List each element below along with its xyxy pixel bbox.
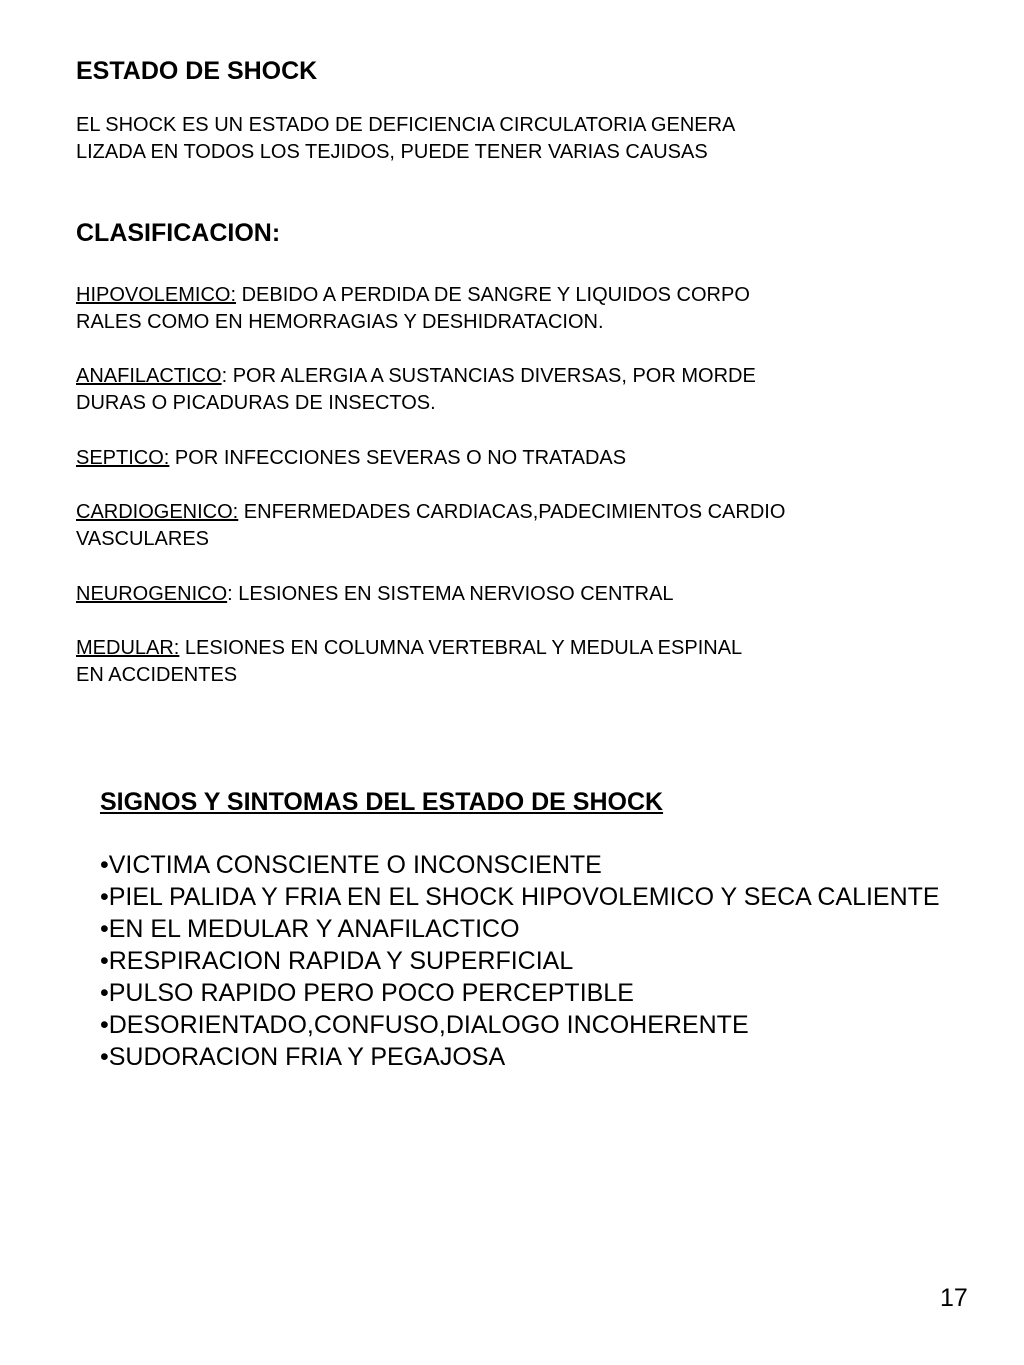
classification-type-name: CARDIOGENICO:	[76, 501, 239, 523]
classification-item-line: VASCULARES	[76, 528, 210, 550]
document-title: ESTADO DE SHOCK	[76, 57, 318, 85]
classification-item-neurogenico	[76, 581, 674, 608]
classification-item-line	[76, 581, 674, 608]
classification-item-line	[76, 635, 742, 662]
classification-type-description: LESIONES EN COLUMNA VERTEBRAL Y MEDULA ESPINAL	[179, 637, 743, 659]
classification-item-hipovolemico	[76, 282, 750, 336]
intro-paragraph	[76, 112, 735, 166]
classification-type-name: HIPOVOLEMICO:	[76, 284, 237, 306]
classification-type-name: SEPTICO:	[76, 447, 170, 469]
symptom-item: •EN EL MEDULAR Y ANAFILACTICO	[100, 915, 520, 943]
classification-type-name: MEDULAR:	[76, 637, 180, 659]
classification-item-medular	[76, 635, 742, 689]
classification-type-description: : LESIONES EN SISTEMA NERVIOSO CENTRAL	[227, 583, 674, 605]
classification-item-line	[76, 282, 750, 309]
classification-type-description: DEBIDO A PERDIDA DE SANGRE Y LIQUIDOS CORPO	[236, 284, 750, 306]
classification-item-anafilactico	[76, 363, 756, 417]
classification-item-septico	[76, 445, 626, 472]
intro-line: EL SHOCK ES UN ESTADO DE DEFICIENCIA CIRCULATORIA GENERA	[76, 114, 736, 136]
page-number: 17	[940, 1284, 968, 1312]
classification-type-description: : POR ALERGIA A SUSTANCIAS DIVERSAS, POR MORDE	[221, 365, 756, 387]
symptom-item: •VICTIMA CONSCIENTE O INCONSCIENTE	[100, 851, 602, 879]
signs-heading: SIGNOS Y SINTOMAS DEL ESTADO DE SHOCK	[100, 788, 664, 816]
classification-item-line: RALES COMO EN HEMORRAGIAS Y DESHIDRATACION.	[76, 311, 604, 333]
classification-heading: CLASIFICACION:	[76, 219, 281, 247]
classification-type-description: POR INFECCIONES SEVERAS O NO TRATADAS	[169, 447, 627, 469]
classification-type-description: ENFERMEDADES CARDIACAS,PADECIMIENTOS CARDIO	[238, 501, 786, 523]
symptom-item: •DESORIENTADO,CONFUSO,DIALOGO INCOHERENTE	[100, 1011, 749, 1039]
classification-item-line	[76, 499, 785, 526]
classification-item-line: DURAS O PICADURAS DE INSECTOS.	[76, 392, 436, 414]
symptom-item: •SUDORACION FRIA Y PEGAJOSA	[100, 1043, 506, 1071]
symptom-item: •PIEL PALIDA Y FRIA EN EL SHOCK HIPOVOLEMICO Y SECA CALIENTE	[100, 883, 940, 911]
symptom-item: •PULSO RAPIDO PERO POCO PERCEPTIBLE	[100, 979, 634, 1007]
classification-type-name: ANAFILACTICO	[76, 365, 222, 387]
intro-line: LIZADA EN TODOS LOS TEJIDOS, PUEDE TENER VARIAS CAUSAS	[76, 141, 708, 163]
symptom-item: •RESPIRACION RAPIDA Y SUPERFICIAL	[100, 947, 574, 975]
classification-item-line	[76, 445, 626, 472]
classification-item-cardiogenico	[76, 499, 785, 553]
symptoms-list	[100, 849, 940, 1073]
classification-type-name: NEUROGENICO	[76, 583, 228, 605]
classification-item-line: EN ACCIDENTES	[76, 664, 238, 686]
classification-item-line	[76, 363, 756, 390]
